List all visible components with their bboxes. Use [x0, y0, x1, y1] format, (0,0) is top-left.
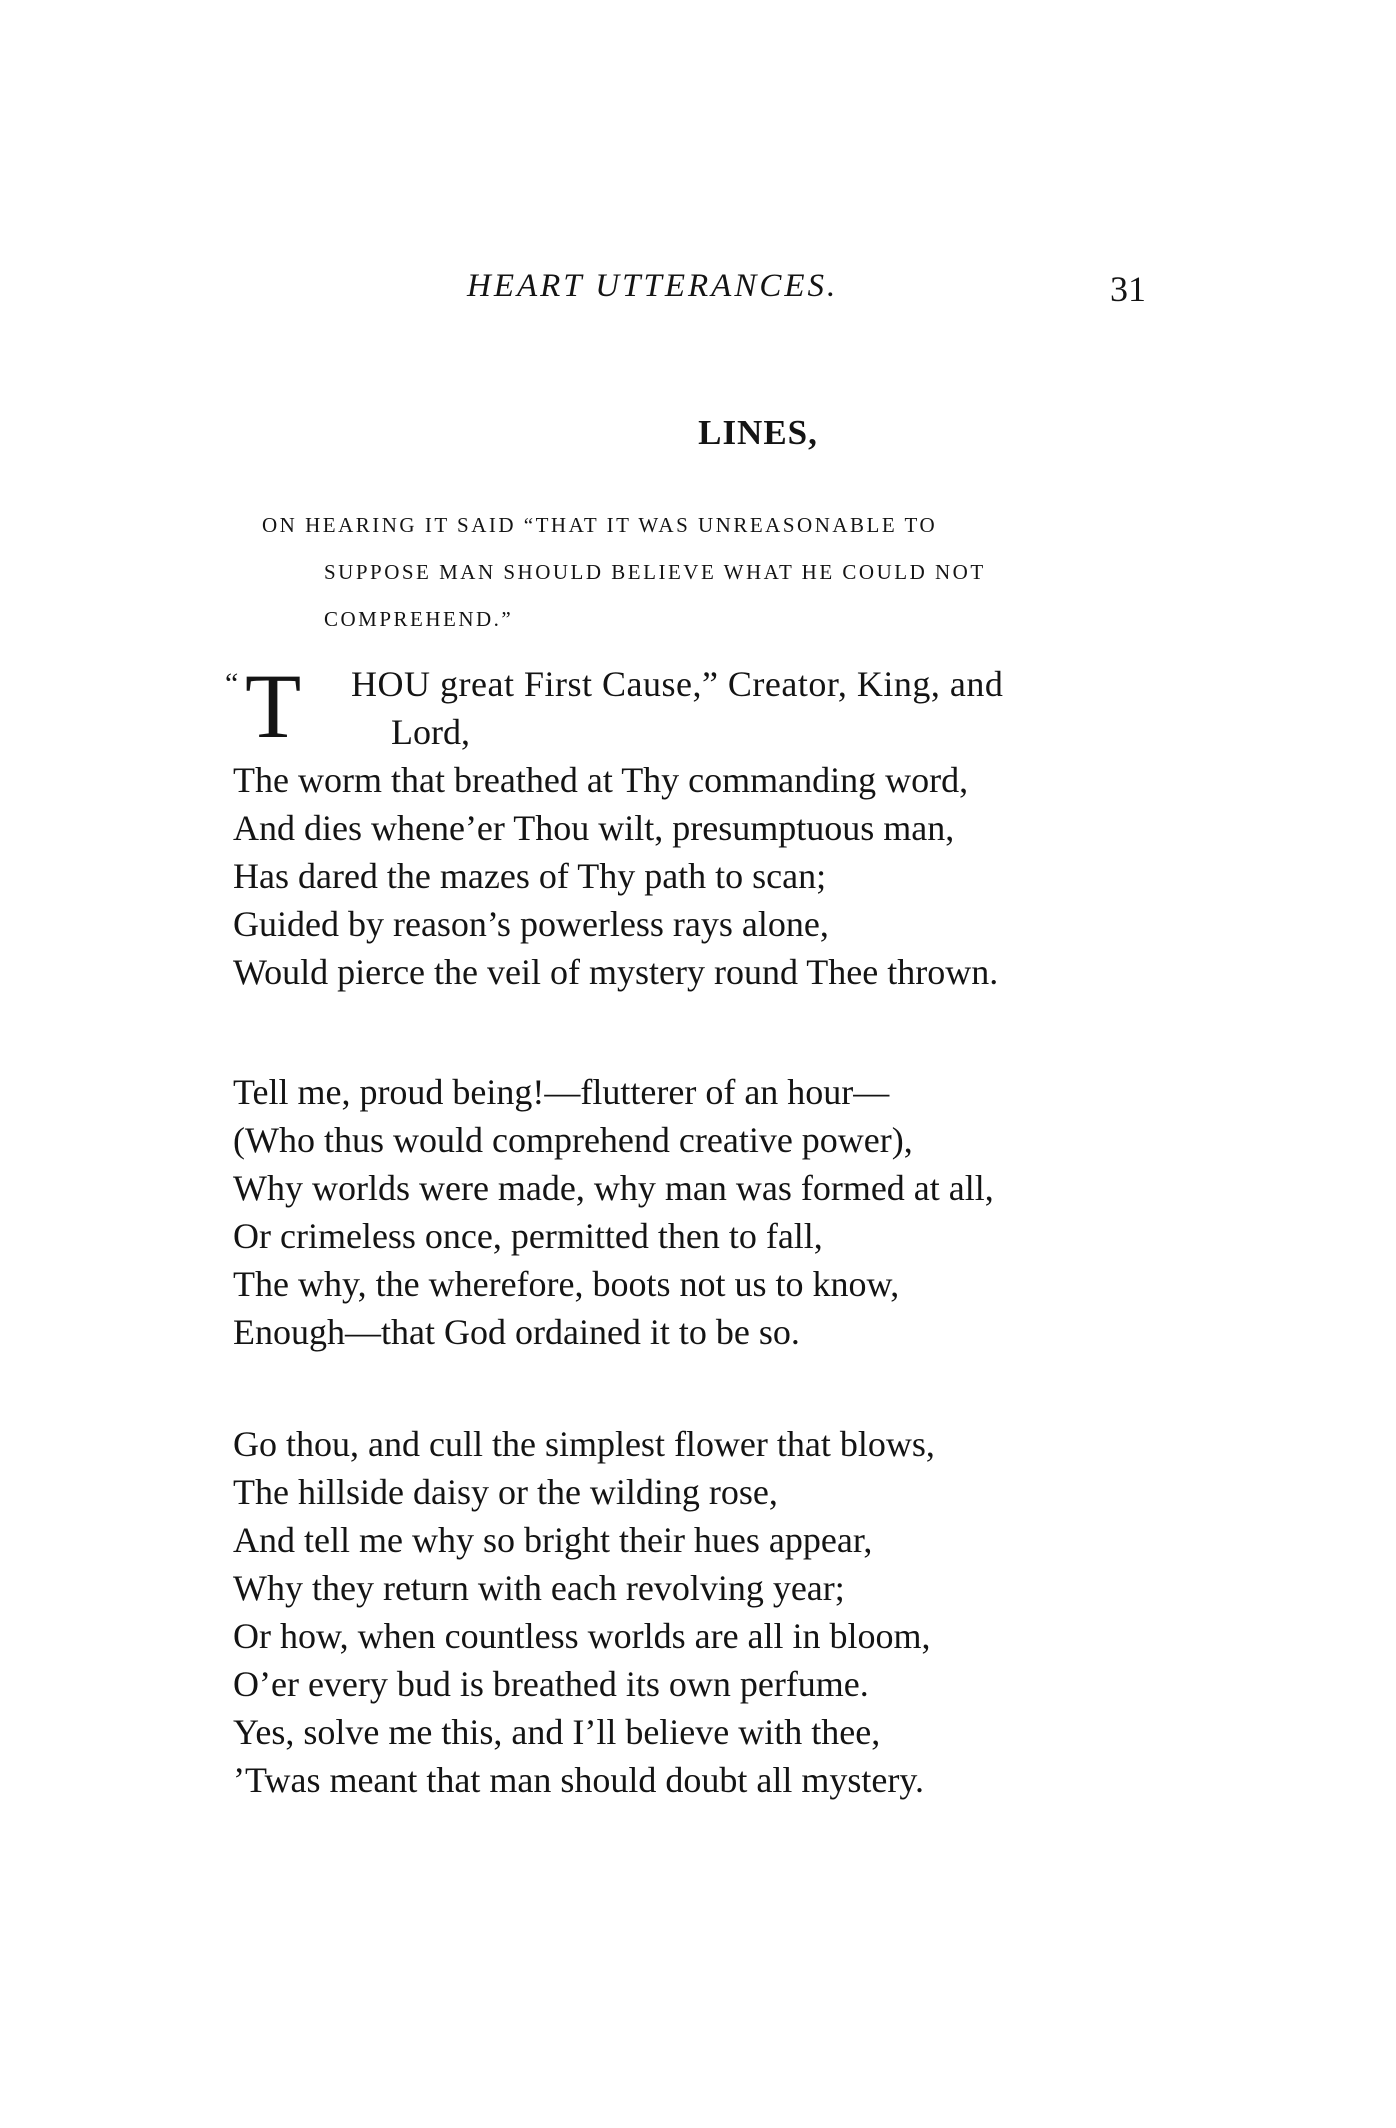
subtitle-line: ON HEARING IT SAID “THAT IT WAS UNREASONABLE TO [262, 513, 938, 537]
verse-line: Has dared the mazes of Thy path to scan; [233, 856, 827, 896]
verse-line: Why they return with each revolving year; [233, 1568, 845, 1608]
drop-cap: T [245, 655, 302, 757]
running-title: HEART UTTERANCES. [467, 268, 839, 304]
verse-line: Or crimeless once, permitted then to fall, [233, 1216, 823, 1256]
verse-line: Guided by reason’s powerless rays alone, [233, 904, 829, 944]
verse-line: The worm that breathed at Thy commanding word, [233, 760, 969, 800]
opening-quote: “ [225, 667, 239, 700]
verse-line: O’er every bud is breathed its own perfume. [233, 1664, 869, 1704]
first-verse-text: HOU great First Cause,” Creator, King, and [351, 664, 1004, 704]
poem-title: LINES, [698, 413, 818, 452]
verse-line: Why worlds were made, why man was formed at all, [233, 1168, 994, 1208]
verse-line: Yes, solve me this, and I’ll believe with thee, [233, 1712, 881, 1752]
verse-line: The hillside daisy or the wilding rose, [233, 1472, 778, 1512]
verse-line: Go thou, and cull the simplest flower that blows, [233, 1424, 935, 1464]
verse-line: And dies whene’er Thou wilt, presumptuous man, [233, 808, 955, 848]
verse-line: The why, the wherefore, boots not us to know, [233, 1264, 900, 1304]
verse-line: Would pierce the veil of mystery round Thee thrown. [233, 952, 999, 992]
stanza-2 [233, 1068, 1193, 1356]
verse-line: (Who thus would comprehend creative power), [233, 1120, 913, 1160]
verse-line: ’Twas meant that man should doubt all mystery. [233, 1760, 925, 1800]
subtitle-line: SUPPOSE MAN SHOULD BELIEVE WHAT HE COULD NOT [324, 560, 986, 584]
subtitle-line: COMPREHEND.” [324, 607, 514, 631]
verse-line: Tell me, proud being!—flutterer of an hour— [233, 1072, 890, 1112]
first-verse-turnover: Lord, [391, 712, 470, 752]
verse-line: Or how, when countless worlds are all in bloom, [233, 1616, 931, 1656]
stanza-3 [233, 1420, 1193, 1804]
page-header [0, 268, 1396, 318]
stanza-1 [225, 655, 1193, 996]
verse-line: And tell me why so bright their hues appear, [233, 1520, 873, 1560]
poem-subtitle [262, 502, 1182, 643]
verse-line: Enough—that God ordained it to be so. [233, 1312, 800, 1352]
page-number: 31 [1110, 269, 1146, 309]
